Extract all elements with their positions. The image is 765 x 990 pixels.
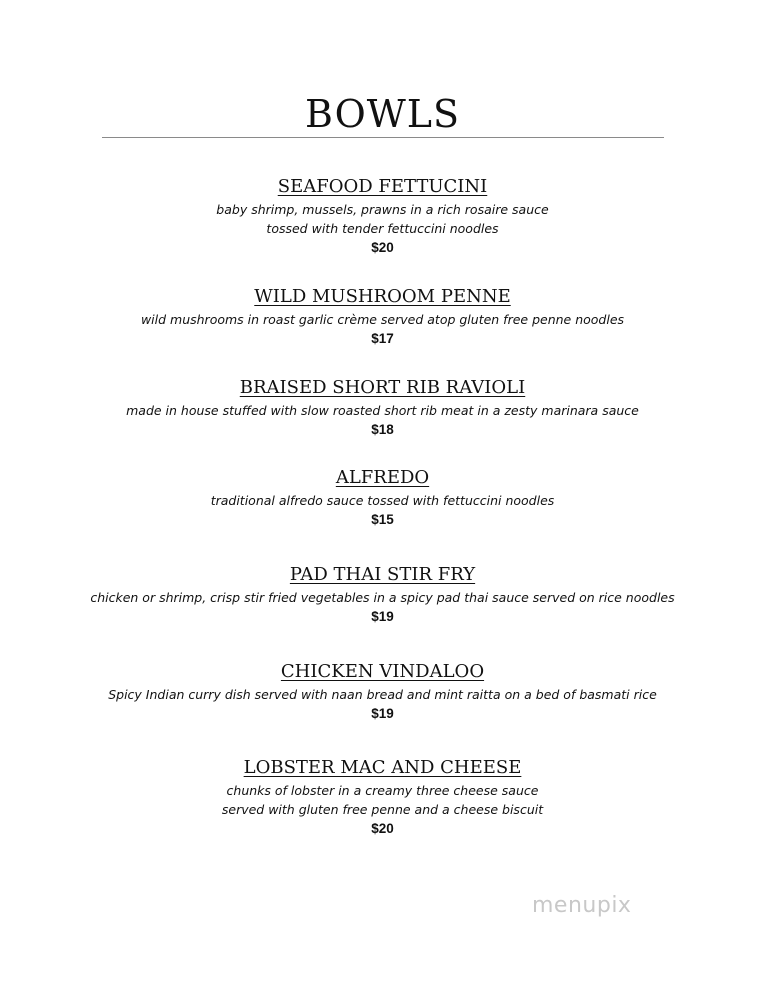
menu-item-description: made in house stuffed with slow roasted short rib meat in a zesty marinara sauce: [126, 403, 639, 418]
menu-item-description: wild mushrooms in roast garlic crème served atop gluten free penne noodles: [140, 312, 625, 327]
menu-item-name: LOBSTER MAC AND CHEESE: [243, 757, 522, 778]
menu-item: [0, 564, 765, 626]
menu-item-name: BRAISED SHORT RIB RAVIOLI: [239, 377, 526, 398]
menu-item-price: $19: [371, 706, 394, 721]
watermark: menupix: [532, 893, 632, 918]
menu-item: [0, 757, 765, 838]
title-divider: [102, 137, 664, 138]
menu-item-name: SEAFOOD FETTUCINI: [277, 176, 488, 197]
menu-item-name: PAD THAI STIR FRY: [289, 564, 476, 585]
menu-item: [0, 286, 765, 348]
menu-item-description: served with gluten free penne and a cheese biscuit: [221, 802, 544, 817]
menu-item-description: chicken or shrimp, crisp stir fried vegetables in a spicy pad thai sauce served on rice noodles: [90, 590, 675, 605]
menu-item-name: CHICKEN VINDALOO: [280, 661, 485, 682]
menu-item-price: $17: [371, 331, 394, 346]
menu-item-description: chunks of lobster in a creamy three cheese sauce: [226, 783, 539, 798]
menu-item-name: WILD MUSHROOM PENNE: [254, 286, 511, 307]
menu-item-description: traditional alfredo sauce tossed with fettuccini noodles: [210, 493, 555, 508]
menu-item-price: $20: [371, 821, 394, 836]
menu-item-price: $20: [371, 240, 394, 255]
menu-item-description: baby shrimp, mussels, prawns in a rich rosaire sauce: [216, 202, 549, 217]
menu-item-price: $18: [371, 422, 394, 437]
menu-item-description: tossed with tender fettuccini noodles: [266, 221, 499, 236]
menu-item: [0, 661, 765, 723]
menu-item-price: $19: [371, 609, 394, 624]
menu-item: [0, 377, 765, 439]
menu-item: [0, 467, 765, 529]
menu-item-price: $15: [371, 512, 394, 527]
menu-item-description: Spicy Indian curry dish served with naan bread and mint raitta on a bed of basmati rice: [108, 687, 657, 702]
page-title: BOWLS: [304, 92, 461, 136]
menu-item-name: ALFREDO: [335, 467, 430, 488]
menu-item: [0, 176, 765, 257]
